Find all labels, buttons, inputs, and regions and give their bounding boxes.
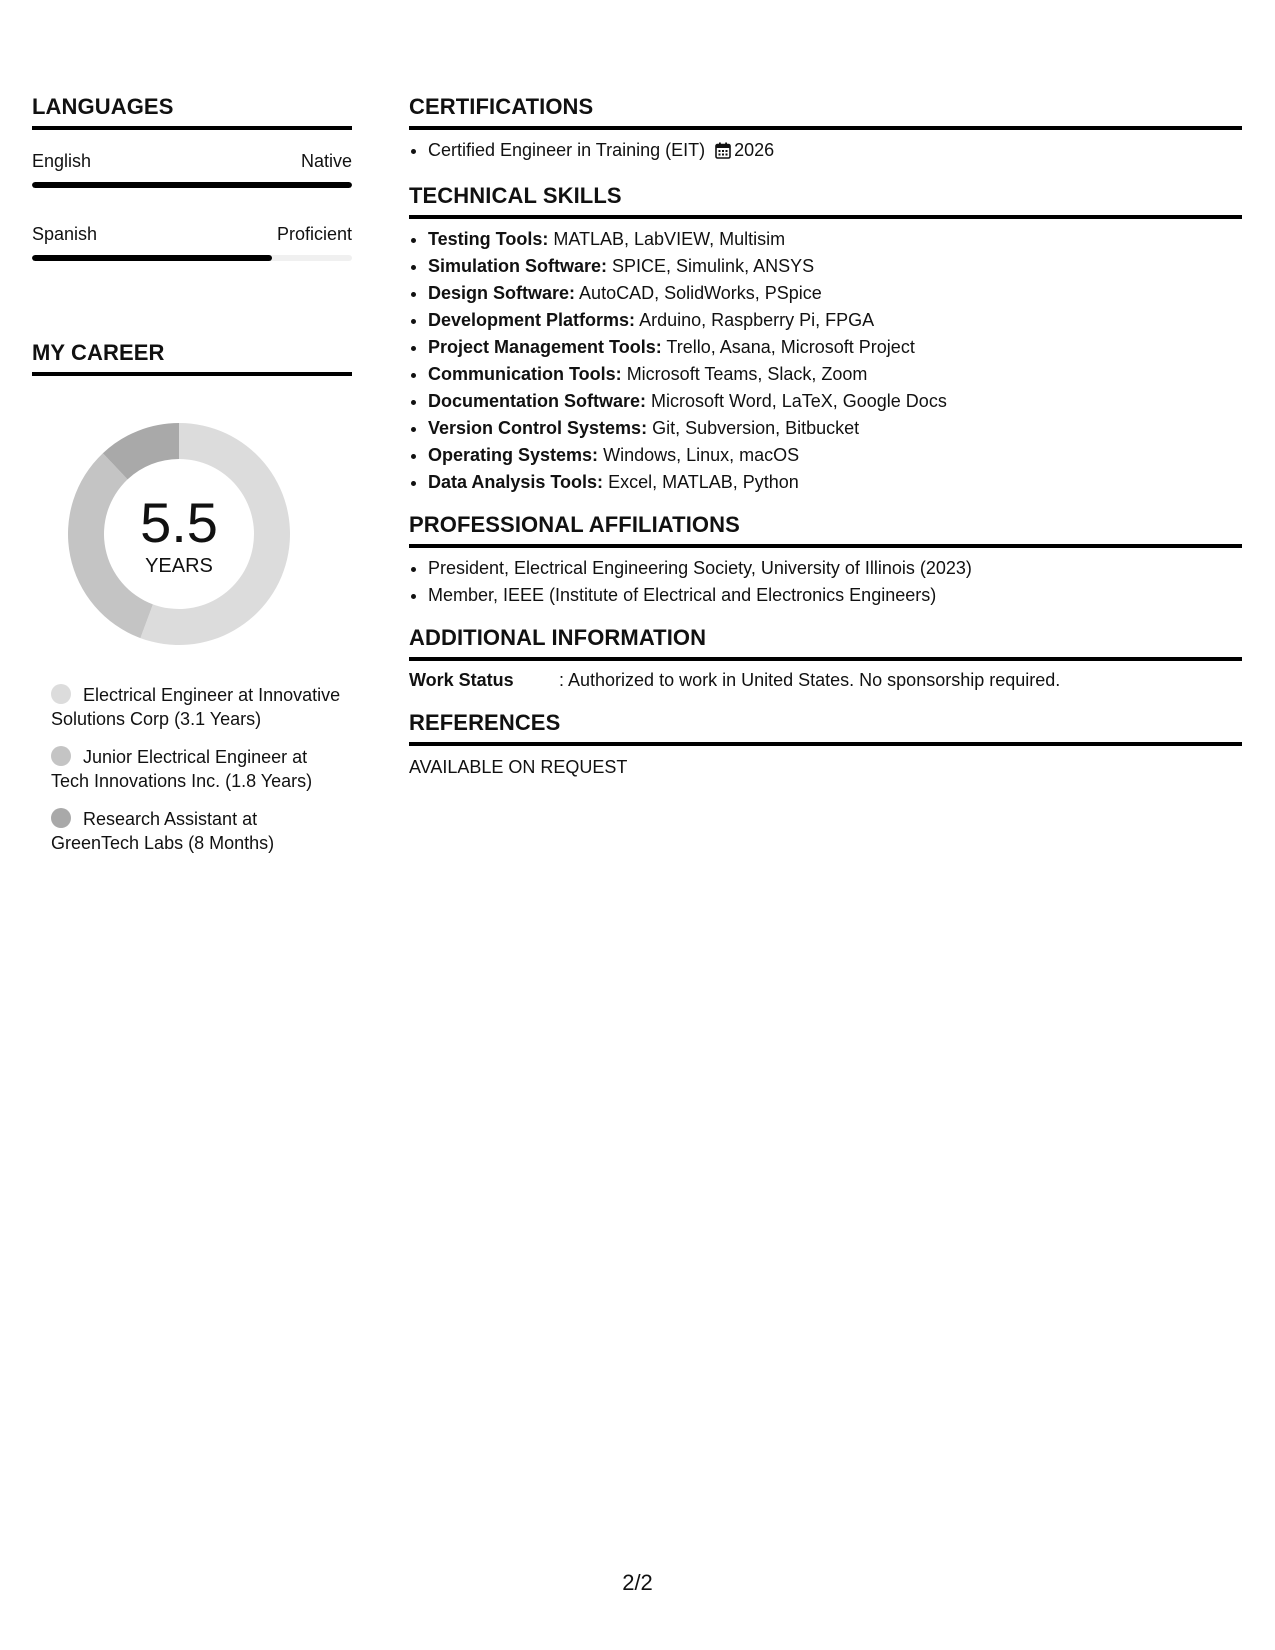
list-item bbox=[428, 361, 1242, 388]
calendar-icon bbox=[715, 140, 731, 167]
technical-skills-heading: TECHNICAL SKILLS bbox=[409, 183, 1242, 219]
certifications-heading: CERTIFICATIONS bbox=[409, 94, 1242, 130]
affiliations-section bbox=[409, 512, 1242, 609]
certifications-section bbox=[409, 94, 1242, 167]
references-section bbox=[409, 710, 1242, 781]
references-heading: REFERENCES bbox=[409, 710, 1242, 746]
work-status-label: Work Status bbox=[409, 670, 514, 690]
career-total-years: 5.5 bbox=[140, 491, 218, 554]
legend-dot bbox=[51, 808, 71, 828]
list-item bbox=[428, 307, 1242, 334]
technical-skills-section bbox=[409, 183, 1242, 496]
additional-info-section bbox=[409, 625, 1242, 694]
certification-name: Certified Engineer in Training (EIT) bbox=[428, 140, 706, 160]
language-bar bbox=[32, 255, 352, 261]
language-bar-fill bbox=[32, 182, 352, 188]
legend-dot bbox=[51, 746, 71, 766]
skill-label: Development Platforms: bbox=[428, 310, 636, 330]
legend-item bbox=[51, 745, 341, 793]
language-name: Spanish bbox=[32, 224, 98, 244]
skill-value: Git, Subversion, Bitbucket bbox=[652, 418, 860, 438]
list-item bbox=[428, 226, 1242, 253]
legend-label: Junior Electrical Engineer at Tech Innovations Inc. (1.8 Years) bbox=[51, 747, 313, 791]
career-total-unit: YEARS bbox=[145, 555, 213, 577]
page-number: 2/2 bbox=[622, 1570, 653, 1595]
list-item bbox=[428, 469, 1242, 496]
skill-value: SPICE, Simulink, ANSYS bbox=[612, 256, 815, 276]
skill-label: Simulation Software: bbox=[428, 256, 608, 276]
language-bar bbox=[32, 182, 352, 188]
language-level: Proficient bbox=[276, 224, 352, 244]
language-row bbox=[32, 150, 352, 188]
list-item bbox=[428, 137, 1242, 167]
language-bar-fill bbox=[32, 255, 272, 261]
career-donut-chart bbox=[66, 421, 292, 647]
list-item bbox=[428, 334, 1242, 361]
skill-value: Excel, MATLAB, Python bbox=[608, 472, 799, 492]
skill-value: MATLAB, LabVIEW, Multisim bbox=[553, 229, 786, 249]
skill-label: Documentation Software: bbox=[428, 391, 647, 411]
skill-label: Design Software: bbox=[428, 283, 576, 303]
legend-label: Research Assistant at GreenTech Labs (8 Months) bbox=[51, 809, 275, 853]
skill-label: Project Management Tools: bbox=[428, 337, 662, 357]
skill-value: AutoCAD, SolidWorks, PSpice bbox=[579, 283, 822, 303]
skill-label: Communication Tools: bbox=[428, 364, 622, 384]
additional-info-heading: ADDITIONAL INFORMATION bbox=[409, 625, 1242, 661]
skill-value: Microsoft Word, LaTeX, Google Docs bbox=[651, 391, 947, 411]
list-item bbox=[428, 388, 1242, 415]
language-level: Native bbox=[300, 151, 352, 171]
language-row bbox=[32, 223, 352, 261]
right-column bbox=[409, 94, 1242, 797]
list-item bbox=[428, 442, 1242, 469]
legend-item bbox=[51, 683, 341, 731]
list-item: • Member, IEEE (Institute of Electrical and Electronics Engineers) bbox=[428, 582, 1242, 609]
work-status-value: : Authorized to work in United States. No sponsorship required. bbox=[559, 670, 1061, 690]
skill-value: Trello, Asana, Microsoft Project bbox=[666, 337, 915, 357]
legend-label: Electrical Engineer at Innovative Solutions Corp (3.1 Years) bbox=[51, 685, 341, 729]
career-legend bbox=[51, 683, 341, 855]
skill-label: Testing Tools: bbox=[428, 229, 549, 249]
list-item bbox=[428, 280, 1242, 307]
certification-year: 2026 bbox=[734, 140, 775, 160]
languages-heading: LANGUAGES bbox=[32, 94, 352, 130]
skill-value: Arduino, Raspberry Pi, FPGA bbox=[639, 310, 875, 330]
language-name: English bbox=[32, 151, 92, 171]
career-heading: MY CAREER bbox=[32, 340, 352, 376]
list-item bbox=[428, 415, 1242, 442]
left-column bbox=[32, 94, 352, 869]
skill-label: Version Control Systems: bbox=[428, 418, 648, 438]
affiliations-heading: PROFESSIONAL AFFILIATIONS bbox=[409, 512, 1242, 548]
skill-value: Windows, Linux, macOS bbox=[603, 445, 800, 465]
skill-label: Operating Systems: bbox=[428, 445, 599, 465]
skill-label: Data Analysis Tools: bbox=[428, 472, 604, 492]
skill-value: Microsoft Teams, Slack, Zoom bbox=[626, 364, 868, 384]
list-item: • President, Electrical Engineering Society, University of Illinois (2023) bbox=[428, 555, 1242, 582]
legend-dot bbox=[51, 684, 71, 704]
legend-item bbox=[51, 807, 341, 855]
references-text: AVAILABLE ON REQUEST bbox=[409, 757, 628, 777]
list-item bbox=[428, 253, 1242, 280]
